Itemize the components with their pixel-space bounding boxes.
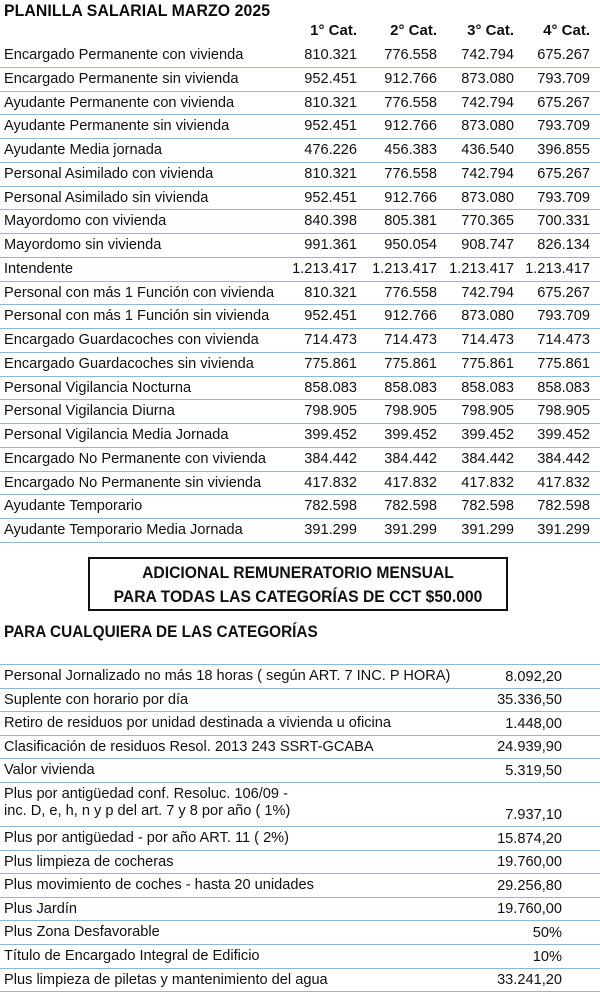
table-row — [0, 377, 600, 401]
extras-label-line: Valor vivienda — [4, 762, 95, 779]
table-row — [0, 400, 600, 424]
row-label: Mayordomo con vivienda — [4, 213, 167, 230]
cell-cat-3: 742.794 — [461, 94, 514, 111]
extras-value: 50% — [532, 924, 562, 941]
cell-cat-2: 776.558 — [384, 47, 437, 63]
cell-cat-2: 805.381 — [384, 213, 437, 230]
cell-cat-3: 714.473 — [461, 332, 514, 348]
extras-value: 35.336,50 — [497, 692, 562, 709]
cell-cat-4: 675.267 — [537, 94, 590, 111]
extras-row — [0, 945, 600, 969]
extras-row — [0, 851, 600, 875]
extras-label — [4, 901, 77, 918]
extras-label — [4, 668, 450, 685]
table-row — [0, 305, 600, 329]
extras-label — [4, 786, 290, 820]
row-label: Encargado No Permanente con vivienda — [4, 450, 267, 467]
cell-cat-1: 991.361 — [304, 237, 357, 253]
cell-cat-4: 793.709 — [537, 308, 590, 325]
extras-value: 19.760,00 — [497, 854, 562, 871]
cell-cat-2: 776.558 — [384, 94, 437, 111]
category-header-2: 2° Cat. — [390, 22, 437, 39]
row-label: Encargado Guardacoches sin vivienda — [4, 355, 254, 372]
extras-label-line: Plus Jardín — [4, 900, 78, 917]
cell-cat-4: 798.905 — [537, 403, 590, 420]
cell-cat-2: 775.861 — [384, 355, 437, 372]
cell-cat-2: 912.766 — [384, 189, 437, 206]
table-row — [0, 210, 600, 234]
category-header-1: 1° Cat. — [310, 22, 357, 39]
cell-cat-1: 417.832 — [304, 474, 357, 491]
cell-cat-3: 782.598 — [461, 498, 514, 515]
cell-cat-1: 952.451 — [304, 70, 357, 87]
cell-cat-4: 793.709 — [537, 189, 590, 206]
cell-cat-3: 858.083 — [461, 379, 514, 396]
cell-cat-3: 399.452 — [461, 427, 514, 443]
page-title: PLANILLA SALARIAL MARZO 2025 — [4, 1, 271, 20]
cell-cat-4: 793.709 — [537, 118, 590, 135]
row-label: Ayudante Permanente con vivienda — [4, 94, 235, 111]
cell-cat-3: 384.442 — [461, 450, 514, 467]
cell-cat-1: 798.905 — [304, 403, 357, 420]
cell-cat-4: 775.861 — [537, 355, 590, 372]
extras-label — [4, 692, 188, 709]
extras-label-line: Plus limpieza de cocheras — [4, 853, 174, 870]
table-row — [0, 187, 600, 211]
extras-label — [4, 762, 95, 779]
row-label: Personal Vigilancia Media Jornada — [4, 427, 229, 443]
extras-label — [4, 877, 314, 894]
cell-cat-1: 391.299 — [304, 522, 357, 538]
cell-cat-3: 417.832 — [461, 474, 514, 491]
extras-row — [0, 827, 600, 851]
extras-value: 10% — [532, 948, 562, 965]
table-row — [0, 258, 600, 282]
cell-cat-1: 840.398 — [304, 213, 357, 230]
cell-cat-1: 810.321 — [304, 165, 357, 182]
cell-cat-3: 873.080 — [461, 118, 514, 135]
table-row — [0, 448, 600, 472]
extras-value: 8.092,20 — [505, 668, 562, 685]
category-header-4: 4° Cat. — [543, 22, 590, 39]
cell-cat-1: 775.861 — [304, 355, 357, 372]
cell-cat-4: 396.855 — [537, 142, 590, 158]
additional-notice — [88, 557, 508, 611]
cell-cat-4: 826.134 — [537, 237, 590, 253]
row-label: Personal Asimilado sin vivienda — [4, 189, 209, 206]
row-label: Personal Vigilancia Diurna — [4, 403, 175, 420]
cell-cat-3: 742.794 — [461, 47, 514, 63]
cell-cat-4: 675.267 — [537, 47, 590, 63]
cell-cat-3: 770.365 — [461, 213, 514, 230]
cell-cat-2: 714.473 — [384, 332, 437, 348]
extras-label-line: Retiro de residuos por unidad destinada a vivienda u oficina — [4, 715, 391, 732]
row-label: Encargado No Permanente sin vivienda — [4, 474, 262, 491]
extras-value: 15.874,20 — [497, 830, 562, 847]
cell-cat-1: 810.321 — [304, 94, 357, 111]
extras-row — [0, 783, 600, 827]
extras-row — [0, 874, 600, 898]
cell-cat-1: 810.321 — [304, 284, 357, 301]
cell-cat-2: 417.832 — [384, 474, 437, 491]
row-label: Personal con más 1 Función sin vivienda — [4, 308, 270, 325]
extras-label-line: Plus por antigüedad - por año ART. 11 ( 2%) — [4, 829, 290, 846]
extras-label-line: Plus por antigüedad conf. Resoluc. 106/09 - — [4, 785, 288, 802]
cell-cat-1: 952.451 — [304, 118, 357, 135]
extras-label-line-2: inc. D, e, h, n y p del art. 7 y 8 por año ( 1%) — [4, 802, 291, 819]
cell-cat-2: 384.442 — [384, 450, 437, 467]
table-row — [0, 68, 600, 92]
extras-label-line: Clasificación de residuos Resol. 2013 243 SSRT-GCABA — [4, 738, 374, 755]
cell-cat-2: 399.452 — [384, 427, 437, 443]
cell-cat-1: 952.451 — [304, 308, 357, 325]
extras-value: 19.760,00 — [497, 901, 562, 918]
table-row — [0, 472, 600, 496]
cell-cat-3: 742.794 — [461, 284, 514, 301]
extras-label-line: Plus Zona Desfavorable — [4, 924, 160, 941]
cell-cat-2: 782.598 — [384, 498, 437, 515]
cell-cat-2: 798.905 — [384, 403, 437, 420]
cell-cat-2: 912.766 — [384, 118, 437, 135]
cell-cat-4: 384.442 — [537, 450, 590, 467]
row-label: Personal Vigilancia Nocturna — [4, 379, 192, 396]
cell-cat-2: 391.299 — [384, 522, 437, 538]
table-row — [0, 139, 600, 163]
cell-cat-2: 912.766 — [384, 70, 437, 87]
table-row — [0, 519, 600, 543]
cell-cat-1: 714.473 — [304, 332, 357, 348]
cell-cat-1: 476.226 — [304, 142, 357, 158]
table-row — [0, 329, 600, 353]
row-label: Encargado Permanente con vivienda — [4, 47, 244, 63]
extras-label-line: Título de Encargado Integral de Edificio — [4, 947, 260, 964]
cell-cat-3: 873.080 — [461, 70, 514, 87]
cell-cat-4: 714.473 — [537, 332, 590, 348]
table-row — [0, 44, 600, 68]
extras-row — [0, 736, 600, 760]
extras-value: 7.937,10 — [505, 806, 562, 823]
cell-cat-1: 782.598 — [304, 498, 357, 515]
row-label: Ayudante Temporario — [4, 498, 143, 515]
cell-cat-4: 1.213.417 — [525, 260, 590, 277]
extras-label — [4, 715, 391, 732]
extras-value: 24.939,90 — [497, 739, 562, 756]
cell-cat-3: 873.080 — [461, 308, 514, 325]
row-label: Intendente — [4, 260, 73, 277]
table-row — [0, 282, 600, 306]
cell-cat-3: 391.299 — [461, 522, 514, 538]
cell-cat-4: 675.267 — [537, 165, 590, 182]
cell-cat-4: 391.299 — [537, 522, 590, 538]
cell-cat-4: 675.267 — [537, 284, 590, 301]
row-label: Mayordomo sin vivienda — [4, 237, 162, 253]
extras-row — [0, 898, 600, 922]
extras-label — [4, 739, 374, 756]
cell-cat-1: 858.083 — [304, 379, 357, 396]
cell-cat-3: 742.794 — [461, 165, 514, 182]
cell-cat-2: 912.766 — [384, 308, 437, 325]
cell-cat-2: 858.083 — [384, 379, 437, 396]
cell-cat-3: 1.213.417 — [449, 260, 514, 277]
cell-cat-2: 776.558 — [384, 165, 437, 182]
table-row — [0, 353, 600, 377]
extras-value: 33.241,20 — [497, 972, 562, 989]
salary-table — [0, 44, 600, 543]
cell-cat-1: 1.213.417 — [292, 260, 357, 277]
cell-cat-4: 793.709 — [537, 70, 590, 87]
cell-cat-3: 873.080 — [461, 189, 514, 206]
extras-label — [4, 972, 328, 989]
cell-cat-1: 952.451 — [304, 189, 357, 206]
cell-cat-4: 858.083 — [537, 379, 590, 396]
extras-table — [0, 664, 600, 992]
extras-row — [0, 921, 600, 945]
extras-label-line: Personal Jornalizado no más 18 horas ( según ART. 7 INC. P HORA) — [4, 668, 451, 684]
extras-value: 5.319,50 — [505, 762, 562, 779]
row-label: Encargado Guardacoches con vivienda — [4, 332, 259, 348]
table-row — [0, 234, 600, 258]
cell-cat-1: 810.321 — [304, 47, 357, 63]
cell-cat-2: 456.383 — [384, 142, 437, 158]
row-label: Personal Asimilado con vivienda — [4, 165, 214, 182]
extras-label — [4, 830, 289, 847]
cell-cat-4: 782.598 — [537, 498, 590, 515]
extras-label-line: Plus movimiento de coches - hasta 20 unidades — [4, 877, 314, 894]
extras-row — [0, 665, 600, 689]
cell-cat-4: 700.331 — [537, 213, 590, 230]
extras-label — [4, 854, 174, 871]
cell-cat-4: 399.452 — [537, 427, 590, 443]
extras-label-line: Suplente con horario por día — [4, 691, 189, 708]
extras-value: 29.256,80 — [497, 877, 562, 894]
category-header-3: 3° Cat. — [467, 22, 514, 39]
cell-cat-3: 775.861 — [461, 355, 514, 372]
table-row — [0, 163, 600, 187]
cell-cat-1: 399.452 — [304, 427, 357, 443]
notice-line-1: ADICIONAL REMUNERATORIO MENSUAL — [142, 564, 454, 582]
extras-row — [0, 969, 600, 993]
table-row — [0, 92, 600, 116]
table-row — [0, 495, 600, 519]
cell-cat-4: 417.832 — [537, 474, 590, 491]
extras-row — [0, 712, 600, 736]
row-label: Ayudante Permanente sin vivienda — [4, 118, 230, 135]
cell-cat-3: 436.540 — [461, 142, 514, 158]
extras-row — [0, 759, 600, 783]
cell-cat-1: 384.442 — [304, 450, 357, 467]
cell-cat-2: 776.558 — [384, 284, 437, 301]
table-row — [0, 115, 600, 139]
cell-cat-2: 1.213.417 — [372, 260, 437, 277]
cell-cat-3: 908.747 — [461, 237, 514, 253]
cell-cat-3: 798.905 — [461, 403, 514, 420]
cell-cat-2: 950.054 — [384, 237, 437, 253]
extras-label — [4, 948, 260, 965]
extras-row — [0, 689, 600, 713]
extras-label — [4, 924, 160, 941]
extras-label-line: Plus limpieza de piletas y mantenimiento del agua — [4, 971, 328, 988]
table-row — [0, 424, 600, 448]
extras-value: 1.448,00 — [505, 715, 562, 732]
row-label: Ayudante Temporario Media Jornada — [4, 522, 243, 538]
extras-title: PARA CUALQUIERA DE LAS CATEGORÍAS — [4, 623, 318, 641]
row-label: Encargado Permanente sin vivienda — [4, 70, 239, 87]
row-label: Personal con más 1 Función con vivienda — [4, 284, 275, 301]
row-label: Ayudante Media jornada — [4, 142, 162, 158]
notice-line-2: PARA TODAS LAS CATEGORÍAS DE CCT $50.000 — [113, 588, 483, 606]
